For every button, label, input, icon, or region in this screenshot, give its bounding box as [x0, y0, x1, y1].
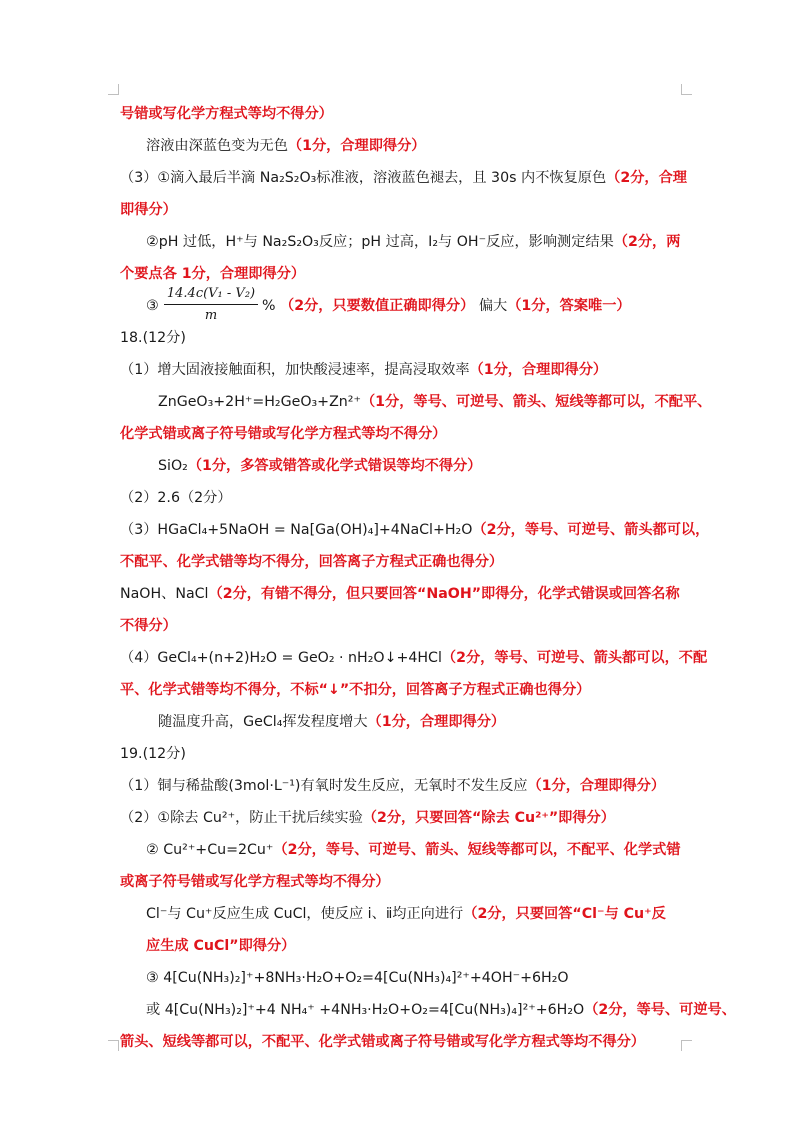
text-line [146, 232, 680, 252]
answer-text: ③ [146, 298, 159, 314]
text-line [262, 296, 631, 316]
answer-text: NaOH、NaCl [120, 586, 209, 602]
text-line [120, 328, 186, 348]
scoring-note: （2分，只要数值正确即得分） [280, 298, 475, 314]
answer-text: Cl⁻与 Cu⁺反应生成 CuCl，使反应 ⅰ、ⅱ均正向进行 [146, 906, 464, 922]
text-line [120, 808, 615, 828]
scoring-note: 箭头、短线等都可以，不配平、化学式错或离子符号错或写化学方程式等均不得分） [120, 1034, 645, 1050]
scoring-note: （1分，合理即得分） [469, 362, 608, 378]
scoring-note: （2分，只要回答“Cl⁻与 Cu⁺反 [463, 906, 666, 922]
scoring-note: 个要点各 1分，合理即得分） [120, 266, 306, 282]
text-line [158, 392, 711, 412]
scoring-note: 应生成 CuCl”即得分） [146, 938, 296, 954]
scoring-note: （1分，合理即得分） [287, 138, 426, 154]
text-line [146, 136, 425, 156]
scoring-note: 不得分） [120, 618, 177, 634]
scoring-note: 平、化学式错等均不得分，不标“↓”不扣分，回答离子方程式正确也得分） [120, 682, 591, 698]
text-line [158, 712, 505, 732]
text-line [120, 424, 446, 444]
text-line [120, 648, 707, 668]
fraction-numerator: 14.4c(V₁ - V₂) [166, 286, 256, 301]
text-line [120, 616, 177, 636]
answer-text: （2）①除去 Cu²⁺，防止干扰后续实验 [120, 810, 363, 826]
scoring-note: 号错或写化学方程式等均不得分） [120, 106, 333, 122]
answer-text: （3）①滴入最后半滴 Na₂S₂O₃标准液，溶液蓝色褪去，且 30s 内不恢复原色 [120, 170, 607, 186]
text-line [146, 904, 666, 924]
answer-text: （4）GeCl₄+(n+2)H₂O = GeO₂ · nH₂O↓+4HCl [120, 650, 442, 666]
answer-text: 溶液由深蓝色变为无色 [146, 138, 288, 154]
scoring-note: （2分，只要回答“除去 Cu²⁺”即得分） [362, 810, 615, 826]
scoring-note: （2分，两 [613, 234, 681, 250]
answer-text: 偏大 [474, 298, 508, 314]
text-line [120, 584, 680, 604]
scoring-note: （1分，多答或错答或化学式错误等均不得分） [187, 458, 482, 474]
text-line [120, 360, 607, 380]
formula-fraction [162, 286, 260, 326]
fraction-bar [164, 304, 258, 305]
text-line [120, 872, 390, 892]
scoring-note: （2分，有错不得分，但只要回答“NaOH”即得分，化学式错误或回答名称 [208, 586, 680, 602]
scoring-note: （1分，等号、可逆号、箭头、短线等都可以，不配平、 [360, 394, 712, 410]
answer-text: （2）2.6（2分） [120, 490, 232, 506]
answer-text: ②pH 过低，H⁺与 Na₂S₂O₃反应；pH 过高，I₂与 OH⁻反应，影响测定结果 [146, 234, 614, 250]
text-line [120, 168, 687, 188]
text-line [120, 776, 665, 796]
text-line [120, 680, 590, 700]
text-line [120, 744, 186, 764]
text-line [120, 520, 709, 540]
scoring-note: （1分，合理即得分） [367, 714, 506, 730]
scoring-note: （1分，答案唯一） [507, 298, 631, 314]
scoring-note: （2分，等号、可逆号、 [584, 1002, 736, 1018]
scoring-note: 不配平、化学式错等均不得分，回答离子方程式正确也得分） [120, 554, 504, 570]
text-line [146, 840, 681, 860]
answer-text: ③ 4[Cu(NH₃)₂]⁺+8NH₃·H₂O+O₂=4[Cu(NH₃)₄]²⁺+4OH⁻+6H₂O [146, 970, 569, 986]
text-line [120, 104, 333, 124]
answer-text: （3）HGaCl₄+5NaOH = Na[Ga(OH)₄]+4NaCl+H₂O [120, 522, 473, 538]
text-line [146, 1000, 736, 1020]
scoring-note: （2分，等号、可逆号、箭头都可以，不配 [441, 650, 708, 666]
scoring-note: 化学式错或离子符号错或写化学方程式等均不得分） [120, 426, 447, 442]
text-line [146, 968, 569, 988]
answer-text: （1）增大固液接触面积，加快酸浸速率，提高浸取效率 [120, 362, 470, 378]
text-line [146, 936, 295, 956]
text-line [120, 1032, 645, 1052]
answer-text: ② Cu²⁺+Cu=2Cu⁺ [146, 842, 274, 858]
scoring-note: （1分，合理即得分） [527, 778, 666, 794]
answer-text: ZnGeO₃+2H⁺=H₂GeO₃+Zn²⁺ [158, 394, 361, 410]
scoring-note: （2分，等号、可逆号、箭头、短线等都可以，不配平、化学式错 [273, 842, 681, 858]
text-line [120, 200, 177, 220]
answer-text: 19.(12分) [120, 746, 186, 762]
text-line [120, 264, 305, 284]
scoring-note: 或离子符号错或写化学方程式等均不得分） [120, 874, 390, 890]
scoring-note: 即得分） [120, 202, 177, 218]
fraction-denominator: m [204, 308, 218, 323]
answer-text: 或 4[Cu(NH₃)₂]⁺+4 NH₄⁺ +4NH₃·H₂O+O₂=4[Cu(NH₃)₄]²⁺+6H₂O [146, 1002, 585, 1018]
text-line [158, 456, 481, 476]
answer-text: （1）铜与稀盐酸(3mol·L⁻¹)有氧时发生反应，无氧时不发生反应 [120, 778, 528, 794]
text-line [146, 296, 159, 316]
answer-text: 随温度升高，GeCl₄挥发程度增大 [158, 714, 368, 730]
scoring-note: （2分，等号、可逆号、箭头都可以， [472, 522, 710, 538]
text-line [120, 488, 232, 508]
answer-text: 18.(12分) [120, 330, 186, 346]
answer-text: SiO₂ [158, 458, 188, 474]
answer-text: % [262, 298, 280, 314]
scoring-note: （2分，合理 [606, 170, 687, 186]
text-line [120, 552, 503, 572]
